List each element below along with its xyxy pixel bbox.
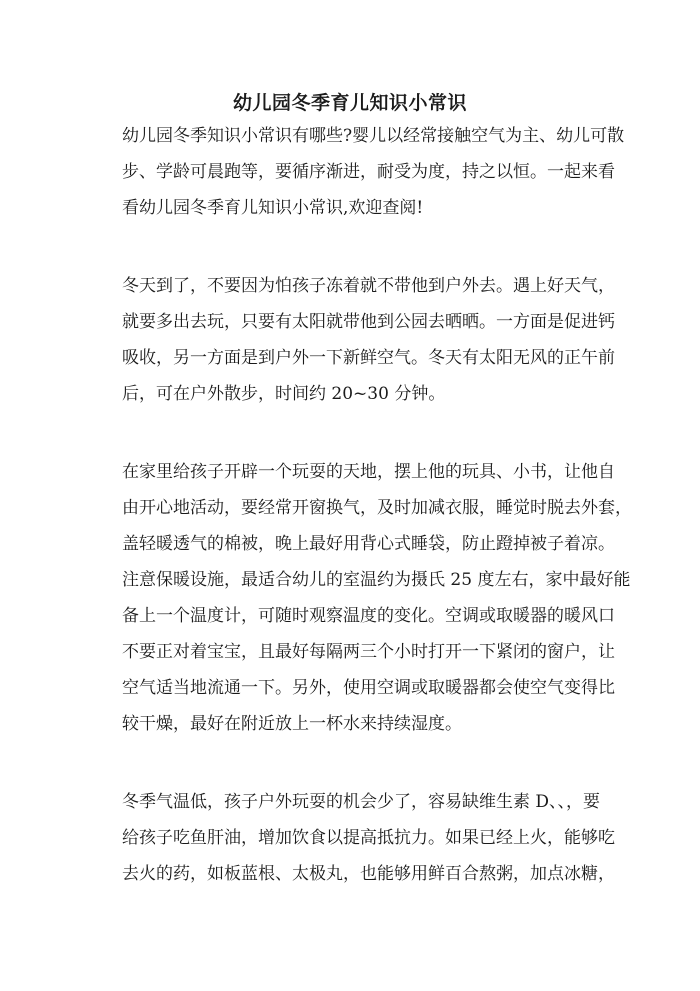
paragraph-line: 去火的药，如板蓝根、太极丸，也能够用鲜百合熬粥，加点冰糖， bbox=[122, 864, 615, 884]
paragraph-line: 吸收，另一方面是到户外一下新鲜空气。冬天有太阳无风的正午前 bbox=[122, 348, 615, 368]
paragraph-line: 就要多出去玩，只要有太阳就带他到公园去晒晒。一方面是促进钙 bbox=[122, 312, 615, 332]
paragraph-line: 看幼儿园冬季育儿知识小常识,欢迎查阅! bbox=[122, 198, 424, 218]
paragraph-outdoor bbox=[122, 268, 615, 412]
paragraph-line: 由开心地活动，要经常开窗换气，及时加减衣服，睡觉时脱去外套， bbox=[122, 498, 632, 518]
paragraph-nutrition bbox=[122, 784, 615, 892]
paragraph-line: 备上一个温度计，可随时观察温度的变化。空调或取暖器的暖风口 bbox=[122, 606, 615, 626]
paragraph-line: 注意保暖设施，最适合幼儿的室温约为摄氏 25 度左右，家中最好能 bbox=[122, 570, 631, 590]
paragraph-line: 不要正对着宝宝，且最好每隔两三个小时打开一下紧闭的窗户，让 bbox=[122, 642, 615, 662]
paragraph-line: 后，可在户外散步，时间约 20~30 分钟。 bbox=[122, 384, 446, 404]
paragraph-line: 空气适当地流通一下。另外，使用空调或取暖器都会使空气变得比 bbox=[122, 678, 615, 698]
paragraph-line: 在家里给孩子开辟一个玩耍的天地，摆上他的玩具、小书，让他自 bbox=[122, 462, 615, 482]
paragraph-indoor bbox=[122, 454, 632, 742]
paragraph-line: 较干燥，最好在附近放上一杯水来持续湿度。 bbox=[122, 714, 462, 734]
paragraph-line: 冬天到了，不要因为怕孩子冻着就不带他到户外去。遇上好天气， bbox=[122, 276, 615, 296]
paragraph-line: 步、学龄可晨跑等，要循序渐进，耐受为度，持之以恒。一起来看 bbox=[122, 162, 615, 182]
paragraph-intro bbox=[122, 118, 625, 226]
paragraph-line: 盖轻暖透气的棉被，晚上最好用背心式睡袋，防止蹬掉被子着凉。 bbox=[122, 534, 615, 554]
paragraph-line: 给孩子吃鱼肝油，增加饮食以提高抵抗力。如果已经上火，能够吃 bbox=[122, 828, 615, 848]
paragraph-line: 幼儿园冬季知识小常识有哪些?婴儿以经常接触空气为主、幼儿可散 bbox=[122, 126, 625, 146]
document-title: 幼儿园冬季育儿知识小常识 bbox=[232, 92, 467, 114]
paragraph-line: 冬季气温低，孩子户外玩耍的机会少了，容易缺维生素 D、、，要 bbox=[122, 792, 601, 812]
